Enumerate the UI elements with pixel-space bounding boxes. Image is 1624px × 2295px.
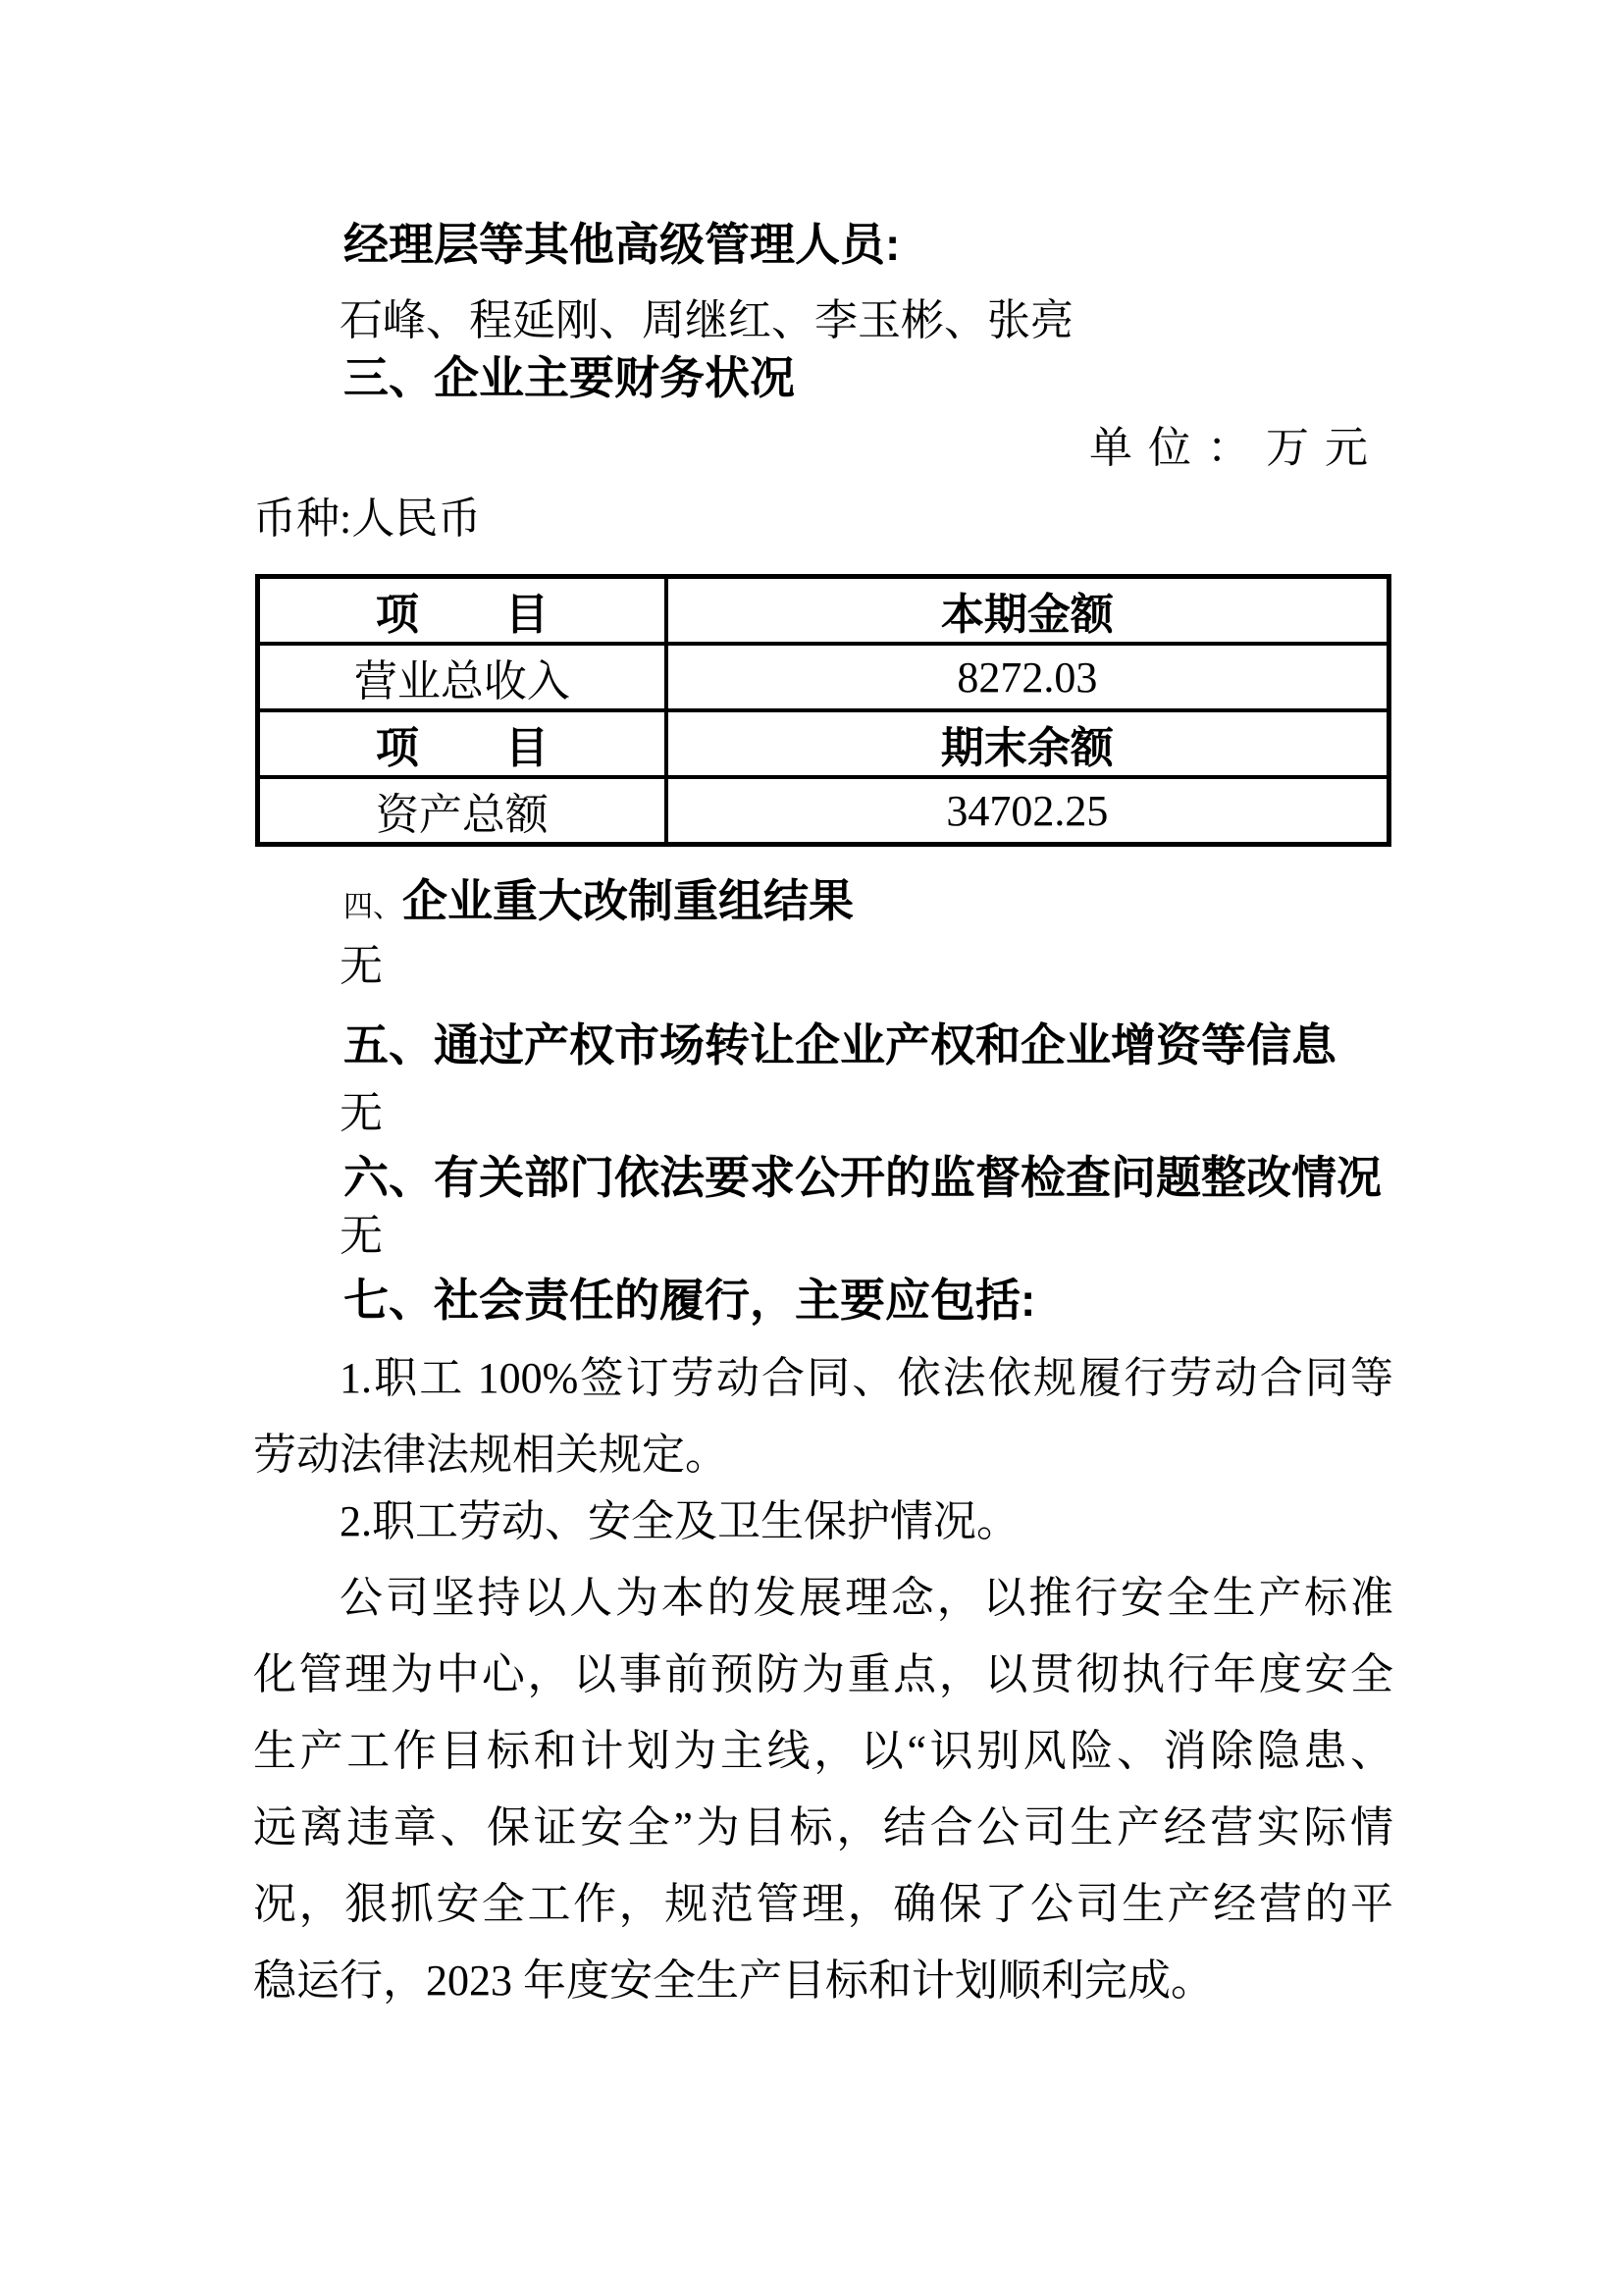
managers-heading: 经理层等其他高级管理人员: <box>343 219 901 270</box>
finance-table-row-assets <box>258 777 1389 845</box>
item-1-line-1: 1.职工 100%签订劳动合同、依法依规履行劳动合同等 <box>340 1354 1393 1402</box>
item-header-cell: 项 目 <box>258 710 666 777</box>
managers-names: 石峰、程延刚、周继红、李玉彬、张亮 <box>340 296 1074 344</box>
value-header-cell: 本期金额 <box>666 577 1389 645</box>
value-cell: 34702.25 <box>666 777 1389 845</box>
finance-table-header-row-2 <box>258 710 1389 777</box>
section-4-content: 无 <box>340 942 383 990</box>
section-7-paragraph <box>253 1560 1393 2019</box>
section-5-content: 无 <box>340 1089 383 1137</box>
paragraph-line: 公司坚持以人为本的发展理念，以推行安全生产标准 <box>340 1574 1393 1622</box>
section-7-item-1 <box>253 1340 1393 1493</box>
paragraph-line: 况，狠抓安全工作，规范管理，确保了公司生产经营的平 <box>253 1880 1393 1928</box>
section-7-item-2: 2.职工劳动、安全及卫生保护情况。 <box>340 1497 1020 1545</box>
section-5-heading: 五、通过产权市场转让企业产权和企业增资等信息 <box>343 1019 1336 1070</box>
unit-note: 单位：万元 <box>1089 424 1384 472</box>
section-3-heading: 三、企业主要财务状况 <box>343 352 795 403</box>
paragraph-line: 化管理为中心，以事前预防为重点，以贯彻执行年度安全 <box>253 1650 1393 1698</box>
document-content <box>253 0 1393 2019</box>
paragraph-line: 生产工作目标和计划为主线，以“识别风险、消除隐患、 <box>253 1727 1393 1775</box>
section-4-heading <box>253 872 1393 936</box>
paragraph-line: 稳运行，2023 年度安全生产目标和计划顺利完成。 <box>253 1956 1214 2005</box>
section-6-heading: 六、有关部门依法要求公开的监督检查问题整改情况 <box>343 1152 1382 1203</box>
value-header-cell: 期末余额 <box>666 710 1389 777</box>
currency-note: 币种:人民币 <box>253 495 482 543</box>
section-6-content: 无 <box>340 1212 383 1260</box>
item-header-cell: 项 目 <box>258 577 666 645</box>
section-4-numeral: 四、 <box>343 891 402 923</box>
paragraph-line: 远离违章、保证安全”为目标，结合公司生产经营实际情 <box>253 1803 1393 1852</box>
finance-table <box>255 574 1391 847</box>
finance-table-row-revenue <box>258 644 1389 710</box>
section-4-title: 企业重大改制重组结果 <box>402 875 854 926</box>
item-cell: 营业总收入 <box>258 644 666 710</box>
finance-table-header-row-1 <box>258 577 1389 645</box>
item-cell: 资产总额 <box>258 777 666 845</box>
item-1-line-2: 劳动法律法规相关规定。 <box>253 1431 728 1479</box>
section-7-heading: 七、社会责任的履行，主要应包括: <box>343 1275 1036 1326</box>
value-cell: 8272.03 <box>666 644 1389 710</box>
